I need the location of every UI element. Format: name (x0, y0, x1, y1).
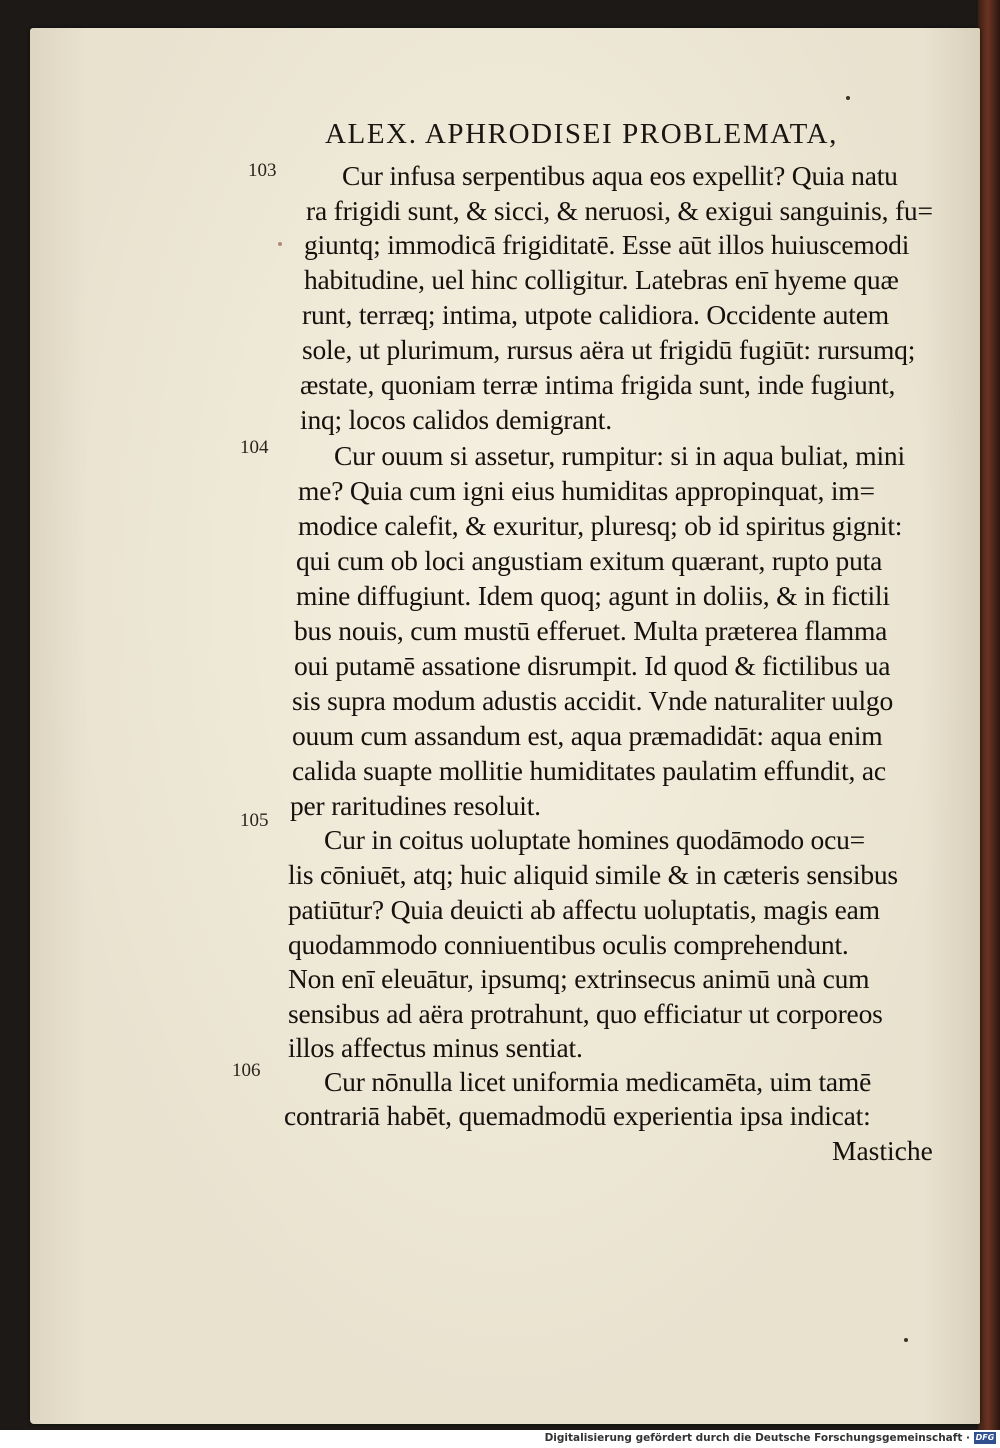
text-line: illos affectus minus sentiat. (288, 1032, 583, 1063)
text-line: patiūtur? Quia deuicti ab affectu uoluptatis, magis eam (288, 894, 880, 925)
text-line: Cur ouum si assetur, rumpitur: si in aqua buliat, mini (334, 440, 905, 471)
text-line: quodammodo conniuentibus oculis comprehendunt. (288, 929, 849, 960)
text-line: æstate, quoniam terræ intima frigida sunt, inde fugiunt, (300, 369, 896, 400)
text-line: qui cum ob loci angustiam exitum quærant, rupto puta (296, 545, 883, 576)
text-line: habitudine, uel hinc colligitur. Latebras enī hyeme quæ (304, 264, 899, 295)
dfg-logo-icon: DFG (975, 1433, 995, 1442)
funding-credit: Digitalisierung gefördert durch die Deutsche Forschungsgemeinschaft · (544, 1432, 970, 1444)
text-line: per raritudines resoluit. (290, 790, 541, 821)
problem-number-103: 103 (248, 160, 277, 181)
text-line: sensibus ad aëra protrahunt, quo efficiatur ut corporeos (288, 998, 883, 1029)
text-line: sis supra modum adustis accidit. Vnde naturaliter uulgo (292, 685, 894, 716)
text-line: ouum cum assandum est, aqua præmadidāt: aqua enim (292, 720, 883, 751)
text-line: runt, terræq; intima, utpote calidiora. Occidente autem (302, 299, 889, 330)
text-line: ra frigidi sunt, & sicci, & neruosi, & exigui sanguinis, fu= (306, 195, 933, 226)
text-line: calida suapte mollitie humiditates paulatim effundit, ac (292, 755, 886, 786)
text-line: inq; locos calidos demigrant. (300, 404, 612, 435)
text-line: mine diffugiunt. Idem quoq; agunt in doliis, & in fictili (296, 580, 890, 611)
text-line: oui putamē assatione disrumpit. Id quod & fictilibus ua (294, 650, 891, 681)
paper-speck (846, 96, 850, 100)
catchword: Mastiche (832, 1135, 933, 1166)
paper-speck (904, 1338, 908, 1342)
text-line: Cur nōnulla licet uniformia medicamēta, uim tamē (324, 1066, 872, 1097)
text-line: Cur infusa serpentibus aqua eos expellit? Quia natu (342, 160, 898, 191)
book-binding-edge (978, 0, 1000, 1430)
text-line: me? Quia cum igni eius humiditas appropinquat, im= (298, 475, 875, 506)
text-line: giuntq; immodicā frigiditatē. Esse aūt illos huiuscemodi (304, 229, 910, 260)
paper-speck (278, 242, 282, 246)
text-line: Non enī eleuātur, ipsumq; extrinsecus animū unà cum (288, 963, 870, 994)
text-line: bus nouis, cum mustū efferuet. Multa præterea flamma (294, 615, 888, 646)
text-line: Cur in coitus uoluptate homines quodāmodo ocu= (324, 824, 865, 855)
text-line: modice calefit, & exuritur, pluresq; ob id spiritus gignit: (298, 510, 903, 541)
running-header: ALEX. APHRODISEI PROBLEMATA, (325, 118, 838, 150)
problem-number-104: 104 (240, 437, 269, 458)
text-line: contrariā habēt, quemadmodū experientia ipsa indicat: (284, 1100, 871, 1131)
digitization-footer (0, 1430, 1000, 1448)
text-line: sole, ut plurimum, rursus aëra ut frigidū fugiūt: rursumq; (302, 334, 916, 365)
text-line: lis cōniuēt, atq; huic aliquid simile & in cæteris sensibus (288, 859, 898, 890)
problem-number-105: 105 (240, 810, 269, 831)
problem-number-106: 106 (232, 1060, 261, 1081)
